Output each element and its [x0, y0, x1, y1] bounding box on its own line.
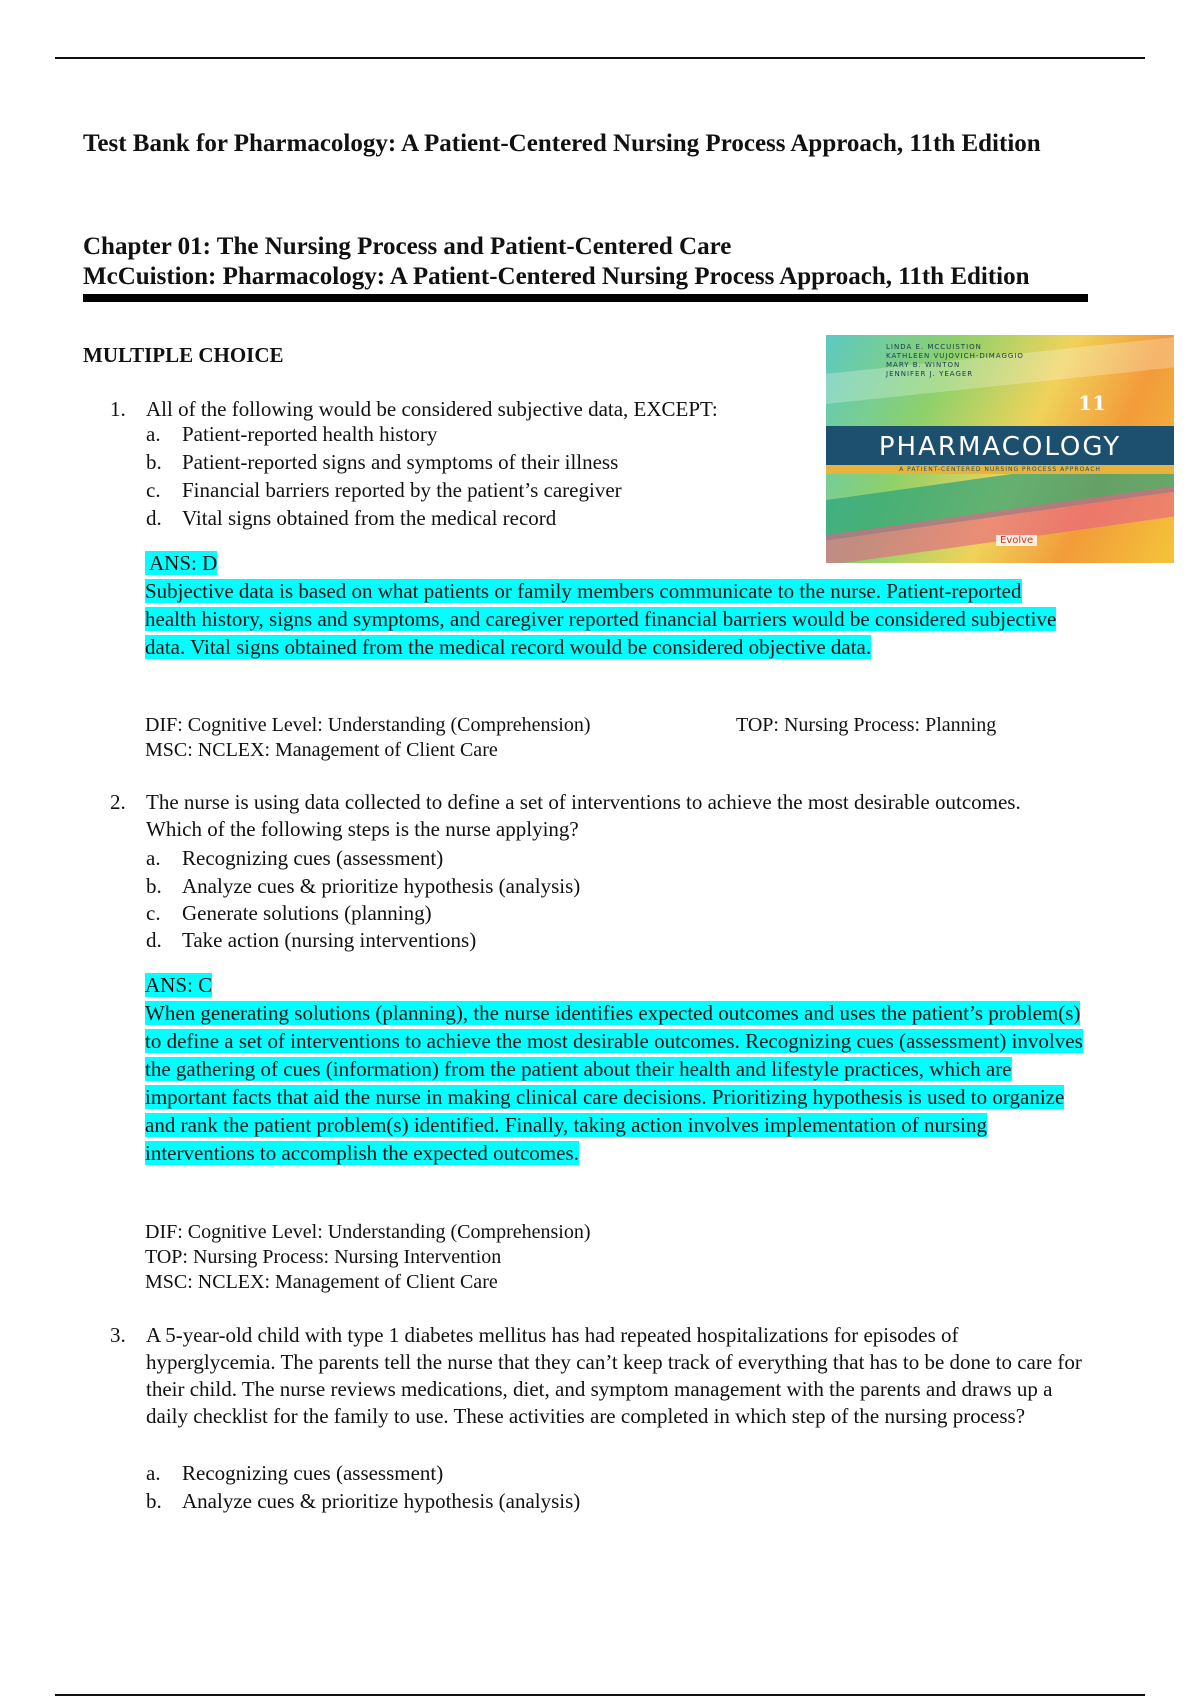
answer-option: b. Analyze cues & prioritize hypothesis (analysis) — [146, 874, 581, 898]
chapter-title: Chapter 01: The Nursing Process and Patient-Centered Care — [83, 233, 732, 260]
cover-edition: 11 — [1078, 391, 1106, 415]
answer-option: b. Analyze cues & prioritize hypothesis (analysis) — [146, 1489, 581, 1513]
bottom-rule — [55, 1694, 1145, 1696]
answer-rationale-2 — [145, 971, 1085, 1167]
difficulty: DIF: Cognitive Level: Understanding (Comprehension) — [145, 714, 591, 736]
answer-option: a. Recognizing cues (assessment) — [146, 1461, 444, 1485]
question-number: 3. — [110, 1323, 126, 1347]
cover-title: PHARMACOLOGY — [878, 432, 1122, 462]
answer-key: ANS: C — [145, 973, 213, 997]
topic: TOP: Nursing Process: Nursing Intervention — [145, 1246, 502, 1268]
answer-option: d. Take action (nursing interventions) — [146, 928, 477, 952]
answer-option: a. Patient-reported health history — [146, 422, 438, 446]
heading-rule — [83, 294, 1088, 302]
topic: TOP: Nursing Process: Planning — [736, 714, 997, 736]
difficulty: DIF: Cognitive Level: Understanding (Comprehension) — [145, 1221, 591, 1243]
section-heading: MULTIPLE CHOICE — [83, 343, 284, 367]
document-title: Test Bank for Pharmacology: A Patient-Centered Nursing Process Approach, 11th Edition — [83, 130, 1041, 157]
answer-option: c. Generate solutions (planning) — [146, 901, 432, 925]
answer-option: c. Financial barriers reported by the patient’s caregiver — [146, 478, 622, 502]
cover-author: JENNIFER J. YEAGER — [886, 370, 974, 378]
rationale-text: Subjective data is based on what patients or family members communicate to the nurse. Patient-reported health history, signs and symptoms, and caregiver reported financial barriers would be considered subjective data. Vital signs obtained from the medical record would be considered objective data. — [145, 579, 1057, 659]
question-number: 1. — [110, 397, 126, 421]
question-metadata — [145, 713, 590, 738]
answer-rationale-1 — [145, 549, 1075, 661]
answer-option: a. Recognizing cues (assessment) — [146, 846, 444, 870]
cover-author: KATHLEEN VUJOVICH-DIMAGGIO — [886, 352, 1024, 360]
answer-option: d. Vital signs obtained from the medical record — [146, 506, 557, 530]
question-stem: A 5-year-old child with type 1 diabetes mellitus has had repeated hospitalizations for episodes of hyperglycemia. The parents tell the nurse that they can’t keep track of everything that has to be done to care for their child. The nurse reviews medications, diet, and symptom management with the parents and draws up a daily checklist for the family to use. These activities are completed in which step of the nursing process? — [146, 1323, 1082, 1428]
msc: MSC: NCLEX: Management of Client Care — [145, 739, 498, 761]
question-number: 2. — [110, 790, 126, 814]
cover-author: MARY B. WINTON — [886, 361, 961, 369]
answer-option: b. Patient-reported signs and symptoms of their illness — [146, 450, 619, 474]
rationale-text: When generating solutions (planning), the nurse identifies expected outcomes and uses the patient’s problem(s) to define a set of interventions to achieve the most desirable outcomes. Recognizing cues (assessment) involves the gathering of cues (information) from the patient about their health and lifestyle practices, which are important facts that aid the nurse in making clinical care decisions. Prioritizing hypothesis is used to organize and rank the patient problem(s) identified. Finally, taking action involves implementation of nursing interventions to accomplish the expected outcomes. — [145, 1001, 1083, 1165]
question-stem: All of the following would be considered subjective data, EXCEPT: — [146, 397, 718, 421]
msc: MSC: NCLEX: Management of Client Care — [145, 1271, 498, 1293]
cover-author: LINDA E. MCCUISTION — [886, 343, 982, 351]
top-rule — [55, 57, 1145, 59]
question-stem: The nurse is using data collected to define a set of interventions to achieve the most desirable outcomes. Which of the following steps is the nurse applying? — [146, 790, 1021, 841]
book-line: McCuistion: Pharmacology: A Patient-Centered Nursing Process Approach, 11th Edition — [83, 263, 1030, 290]
book-cover-image — [826, 335, 1174, 563]
cover-subtitle: A PATIENT-CENTERED NURSING PROCESS APPROACH — [826, 465, 1174, 474]
answer-key: ANS: D — [145, 551, 217, 575]
cover-publisher-logo: Evolve — [996, 535, 1037, 546]
cover-authors — [886, 343, 1024, 379]
